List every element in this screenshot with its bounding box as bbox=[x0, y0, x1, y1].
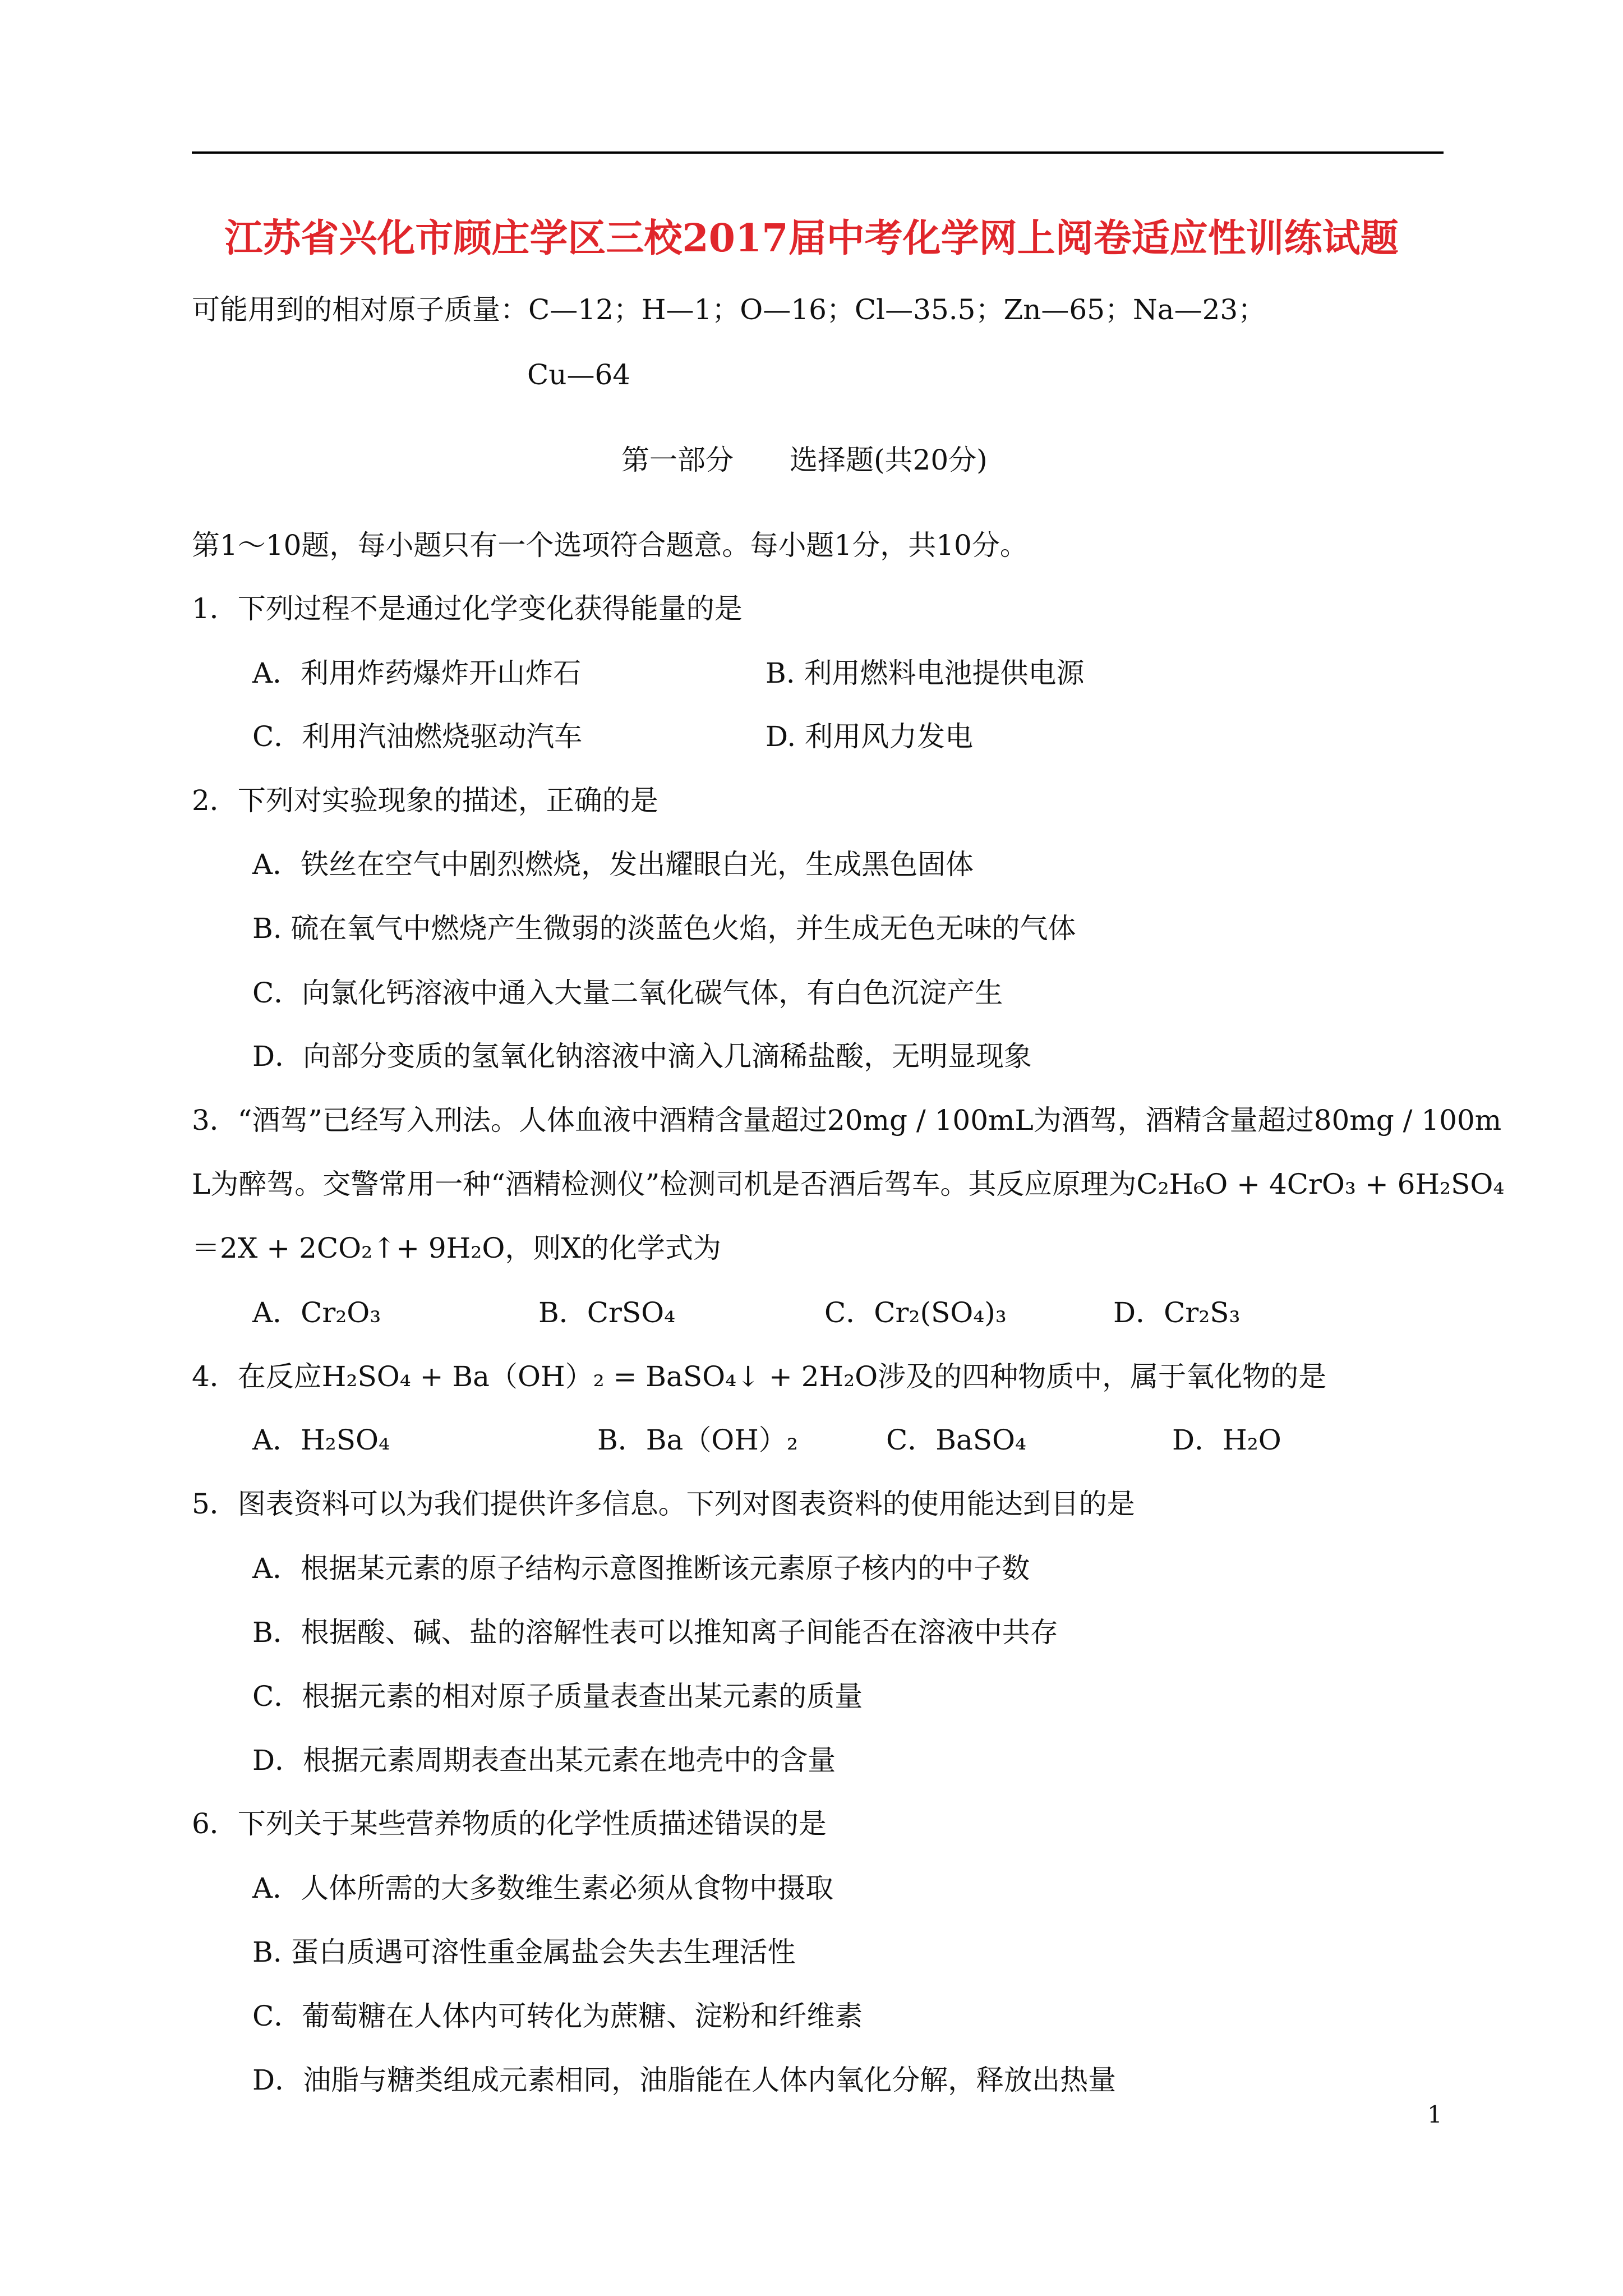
question-6-option-c: C．葡萄糖在人体内可转化为蔗糖、淀粉和纤维素 bbox=[252, 2000, 863, 2032]
section-heading: 第一部分 选择题(共20分) bbox=[621, 444, 988, 476]
question-4-option-b: B．Ba（OH）₂ bbox=[597, 1424, 798, 1456]
question-5-stem: 5．图表资料可以为我们提供许多信息。下列对图表资料的使用能达到目的是 bbox=[192, 1488, 1135, 1520]
question-2-option-d: D．向部分变质的氢氧化钠溶液中滴入几滴稀盐酸，无明显现象 bbox=[252, 1040, 1032, 1073]
question-2-option-b: B. 硫在氧气中燃烧产生微弱的淡蓝色火焰，并生成无色无味的气体 bbox=[252, 912, 1076, 945]
question-6-option-b: B. 蛋白质遇可溶性重金属盐会失去生理活性 bbox=[252, 1936, 796, 1968]
question-3-stem-line-3: ＝2X + 2CO₂↑+ 9H₂O，则X的化学式为 bbox=[192, 1232, 721, 1264]
question-2-option-c: C．向氯化钙溶液中通入大量二氧化碳气体，有白色沉淀产生 bbox=[252, 977, 1003, 1009]
question-3-stem-line-1: 3．“酒驾”已经写入刑法。人体血液中酒精含量超过20mg / 100mL为酒驾，酒精含量超过80mg / 100m bbox=[192, 1104, 1502, 1137]
question-1-stem: 1．下列过程不是通过化学变化获得能量的是 bbox=[192, 592, 743, 625]
question-3-stem-line-2: L为醉驾。交警常用一种“酒精检测仪”检测司机是否酒后驾车。其反应原理为C₂H₆O + 4CrO₃ + 6H₂SO₄ bbox=[192, 1168, 1505, 1200]
atomic-mass-line-2: Cu—64 bbox=[527, 358, 631, 391]
question-3-option-c: C．Cr₂(SO₄)₃ bbox=[824, 1296, 1007, 1329]
question-4-option-d: D．H₂O bbox=[1172, 1424, 1281, 1456]
question-3-option-a: A．Cr₂O₃ bbox=[252, 1296, 381, 1329]
question-5-option-d: D．根据元素周期表查出某元素在地壳中的含量 bbox=[252, 1744, 836, 1777]
document-title: 江苏省兴化市顾庄学区三校2017届中考化学网上阅卷适应性训练试题 bbox=[224, 216, 1399, 261]
question-5-option-c: C．根据元素的相对原子质量表查出某元素的质量 bbox=[252, 1680, 863, 1713]
question-4-option-c: C．BaSO₄ bbox=[886, 1424, 1027, 1456]
question-2-stem: 2．下列对实验现象的描述，正确的是 bbox=[192, 784, 658, 817]
question-2-option-a: A．铁丝在空气中剧烈燃烧，发出耀眼白光，生成黑色固体 bbox=[252, 848, 974, 881]
question-4-option-a: A．H₂SO₄ bbox=[252, 1424, 390, 1456]
question-6-stem: 6．下列关于某些营养物质的化学性质描述错误的是 bbox=[192, 1807, 827, 1840]
question-5-option-b: B．根据酸、碱、盐的溶解性表可以推知离子间能否在溶液中共存 bbox=[252, 1616, 1058, 1649]
question-3-option-d: D．Cr₂S₃ bbox=[1113, 1296, 1241, 1329]
question-1-option-d: D. 利用风力发电 bbox=[766, 720, 974, 753]
instructions: 第1～10题，每小题只有一个选项符合题意。每小题1分，共10分。 bbox=[192, 529, 1028, 562]
question-1-option-c: C．利用汽油燃烧驱动汽车 bbox=[252, 720, 583, 753]
page-number: 1 bbox=[1427, 2101, 1442, 2128]
question-3-option-b: B．CrSO₄ bbox=[538, 1296, 676, 1329]
question-6-option-d: D．油脂与糖类组成元素相同，油脂能在人体内氧化分解，释放出热量 bbox=[252, 2064, 1117, 2096]
atomic-mass-line-1: 可能用到的相对原子质量：C—12；H—1；O—16；Cl—35.5；Zn—65；Na—23； bbox=[192, 293, 1266, 326]
question-5-option-a: A．根据某元素的原子结构示意图推断该元素原子核内的中子数 bbox=[252, 1552, 1030, 1585]
question-6-option-a: A．人体所需的大多数维生素必须从食物中摄取 bbox=[252, 1872, 834, 1904]
header-rule bbox=[192, 151, 1444, 154]
question-1-option-a: A．利用炸药爆炸开山炸石 bbox=[252, 657, 582, 689]
question-1-option-b: B. 利用燃料电池提供电源 bbox=[766, 657, 1085, 689]
question-4-stem: 4．在反应H₂SO₄ + Ba（OH）₂ = BaSO₄↓ + 2H₂O涉及的四种物质中，属于氧化物的是 bbox=[192, 1360, 1327, 1393]
